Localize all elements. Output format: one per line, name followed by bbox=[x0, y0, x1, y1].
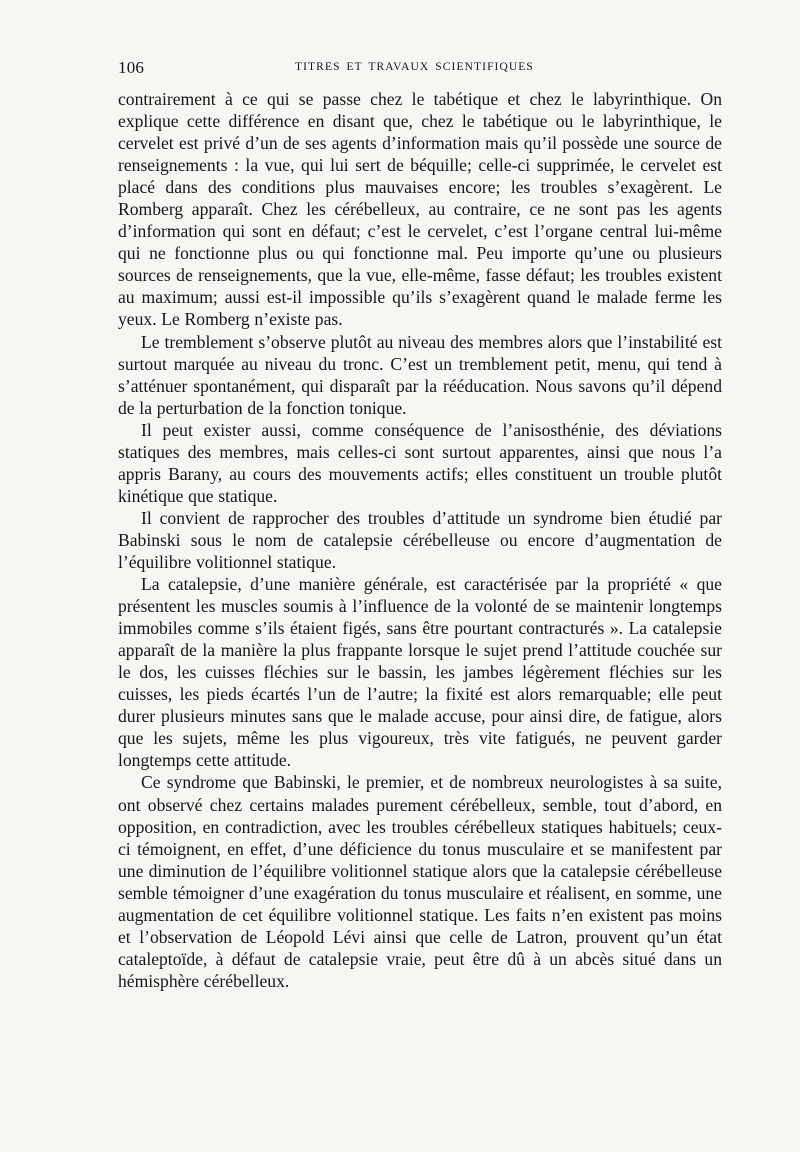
running-header bbox=[118, 58, 724, 80]
paragraph-catalepsie-intro: Il convient de rapprocher des troubles d’attitude un syndrome bien étudié par Babinski sous le nom de catalepsie cérébelleuse ou encore d’augmentation de l’équilibre volitionnel statique. bbox=[118, 507, 722, 572]
paragraph-deviations: Il peut exister aussi, comme conséquence de l’anisosthénie, des déviations statiques des membres, mais celles-ci sont surtout apparentes, ainsi que nous l’a appris Barany, au cours des mouvements actifs; elles constituent un trouble plutôt kinétique que statique. bbox=[118, 419, 722, 506]
paragraph-tremblement: Le tremblement s’observe plutôt au niveau des membres alors que l’instabilité est surtout marquée au niveau du tronc. C’est un tremblement petit, menu, qui tend à s’atténuer spontanément, qui disparaît par la rééducation. Nous savons qu’il dépend de la perturbation de la fonction tonique. bbox=[118, 331, 722, 418]
body-text bbox=[118, 88, 722, 992]
paragraph-catalepsie-definition: La catalepsie, d’une manière générale, est caractérisée par la propriété « que présentent les muscles soumis à l’influence de la volonté de se maintenir longtemps immobiles comme s’ils étaient figés, sans être pourtant contracturés ». La catalepsie apparaît de la manière la plus frappante lorsque le sujet prend l’attitude couchée sur le dos, les cuisses fléchies sur le bassin, les jambes légèrement fléchies sur les cuisses, les pieds écartés l’un de l’autre; la fixité est alors remarquable; elle peut durer plusieurs minutes sans que le malade accuse, pour ainsi dire, de fatigue, alors que les sujets, même les plus vigoureux, très vite fatigués, ne peuvent garder longtemps cette attitude. bbox=[118, 574, 722, 771]
paragraph-syndrome-babinski: Ce syndrome que Babinski, le premier, et de nombreux neurologistes à sa suite, ont observé chez certains malades purement cérébelleux, semble, tout d’abord, en opposition, en contradiction, avec les troubles cérébelleux statiques habituels; ceux-ci témoignent, en effet, d’une déficience du tonus musculaire et se manifestent par une diminution de l’équilibre volitionnel statique alors que la catalepsie cérébelleuse semble témoigner d’une exagération du tonus musculaire et réalisent, en somme, une augmentation de cet équilibre volitionnel statique. Les faits n’en existent pas moins et l’observation de Léopold Lévi ainsi que celle de Latron, prouvent qu’un état cataleptoïde, à défaut de catalepsie vraie, peut être dû à un abcès situé dans un hémisphère cérébelleux. bbox=[118, 772, 722, 991]
page-number: 106 bbox=[118, 58, 145, 77]
paragraph-continued: contrairement à ce qui se passe chez le tabétique et chez le labyrinthique. On explique cette différence en disant que, chez le tabétique ou le labyrinthique, le cervelet est privé d’un de ses agents d’information mais qu’il possède une source de renseignements : la vue, qui lui sert de béquille; celle-ci supprimée, le cervelet est placé dans des conditions plus mauvaises encore; les troubles s’exagèrent. Le Romberg apparaît. Chez les cérébelleux, au contraire, ce ne sont pas les agents d’information qui sont en défaut; c’est le cervelet, c’est l’organe central lui-même qui ne fonctionne plus ou qui fonctionne mal. Peu importe qu’une ou plusieurs sources de renseignements, que la vue, elle-même, fasse défaut; les troubles existent au maximum; aussi est-il impossible qu’ils s’exagèrent quand le malade ferme les yeux. Le Romberg n’existe pas. bbox=[118, 89, 722, 330]
running-title: TITRES ET TRAVAUX SCIENTIFIQUES bbox=[295, 61, 534, 73]
